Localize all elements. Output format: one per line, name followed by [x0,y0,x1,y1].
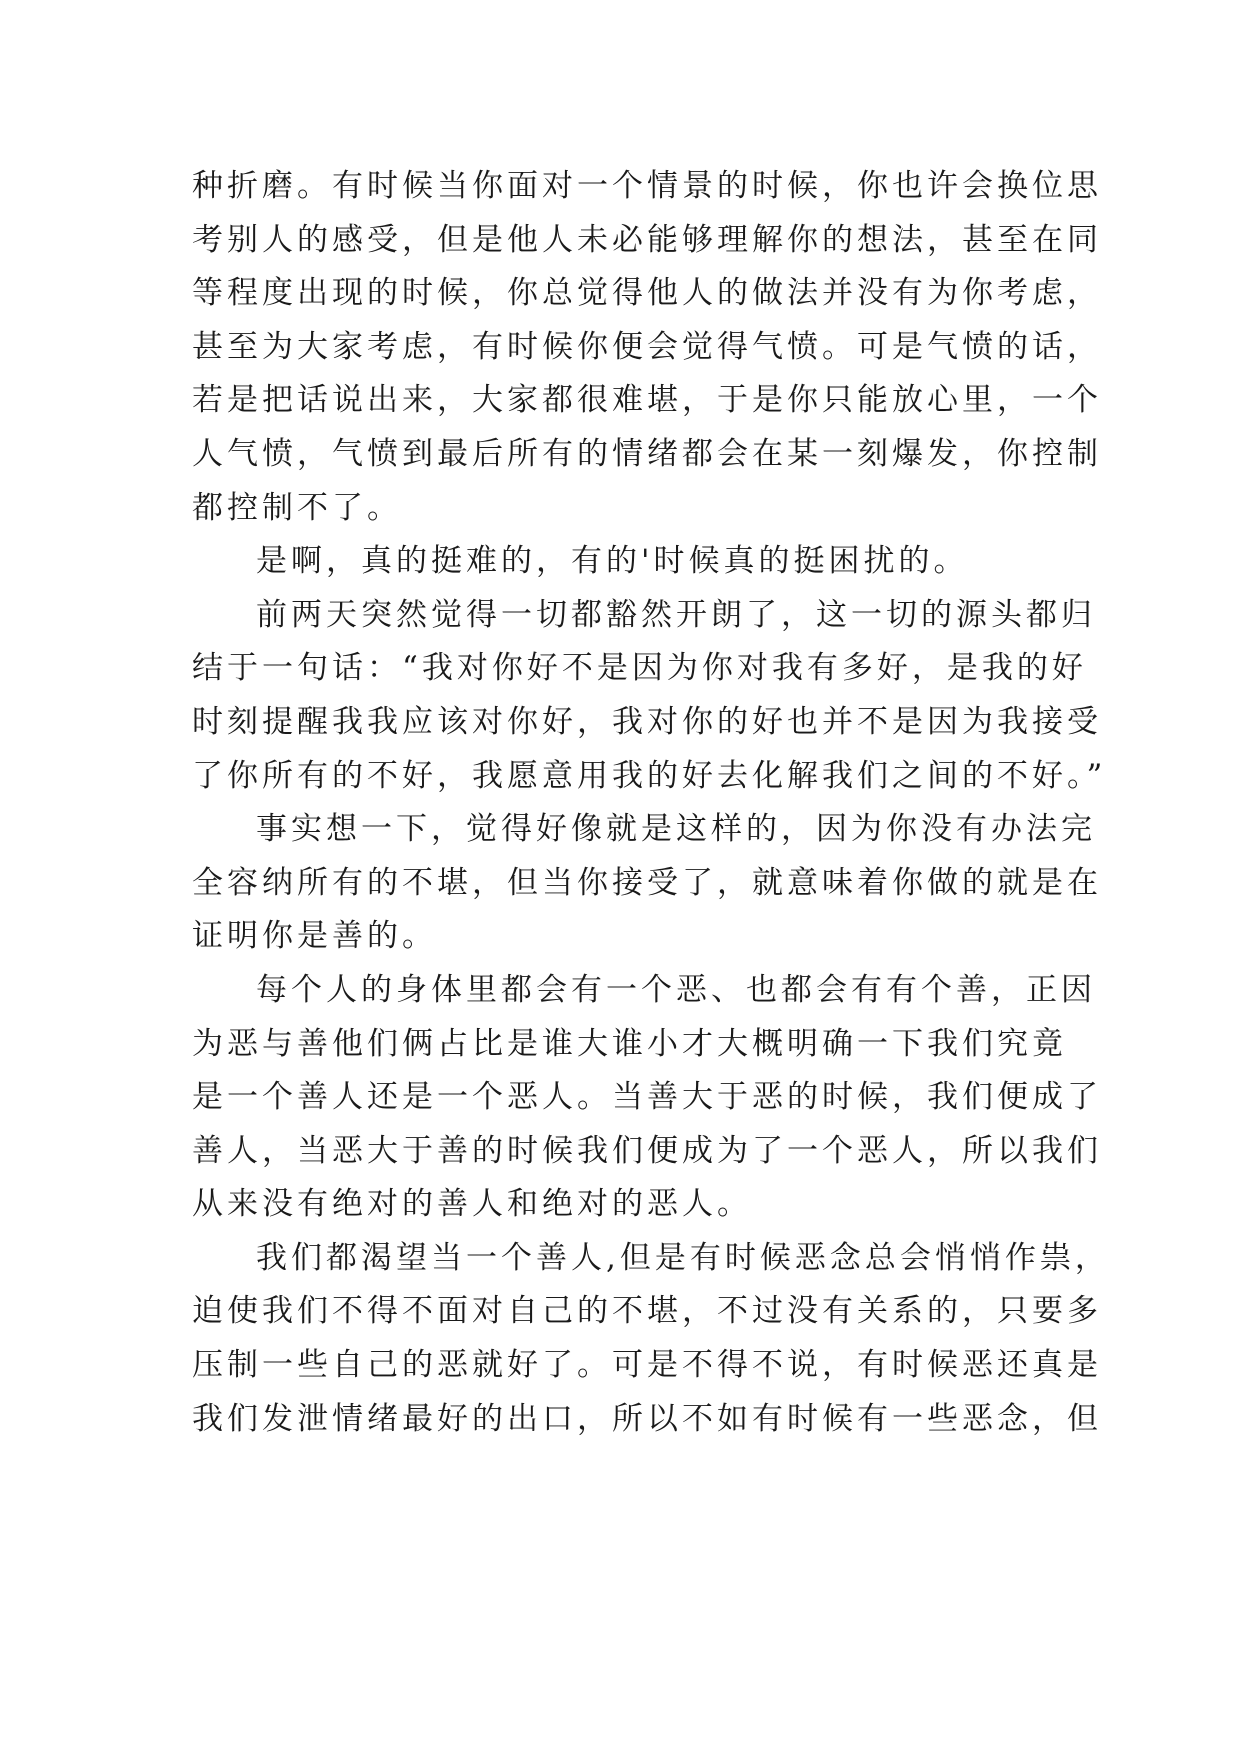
paragraph-first-line: 是啊，真的挺难的，有的'时候真的挺困扰的。 [256,543,969,580]
text-line: 全容纳所有的不堪，但当你接受了，就意味着你做的就是在 [192,864,1102,901]
text-line: 都控制不了。 [192,489,402,526]
text-line: 证明你是善的。 [192,918,437,955]
paragraph-first-line: 事实想一下，觉得好像就是这样的，因为你没有办法完 [256,811,1096,848]
text-line: 为恶与善他们俩占比是谁大谁小才大概明确一下我们究竟 [192,1025,1067,1062]
text-line: 是一个善人还是一个恶人。当善大于恶的时候，我们便成了 [192,1079,1102,1116]
text-line: 甚至为大家考虑，有时候你便会觉得气愤。可是气愤的话， [192,328,1102,365]
paragraph-first-line: 我们都渴望当一个善人,但是有时候恶念总会悄悄作祟， [256,1239,1110,1276]
text-line: 结于一句话：“我对你好不是因为你对我有多好，是我的好 [192,650,1087,687]
text-line: 时刻提醒我我应该对你好，我对你的好也并不是因为我接受 [192,703,1102,740]
text-line: 善人，当恶大于善的时候我们便成为了一个恶人，所以我们 [192,1132,1102,1169]
text-line: 压制一些自己的恶就好了。可是不得不说，有时候恶还真是 [192,1347,1102,1384]
text-line: 种折磨。有时候当你面对一个情景的时候，你也许会换位思 [192,168,1102,204]
text-line: 我们发泄情绪最好的出口，所以不如有时候有一些恶念，但 [192,1400,1102,1437]
text-line: 从来没有绝对的善人和绝对的恶人。 [192,1186,752,1223]
text-line: 迫使我们不得不面对自己的不堪，不过没有关系的，只要多 [192,1293,1102,1330]
text-line: 人气愤，气愤到最后所有的情绪都会在某一刻爆发，你控制 [192,435,1102,472]
text-line: 等程度出现的时候，你总觉得他人的做法并没有为你考虑， [192,275,1102,312]
paragraph-first-line: 每个人的身体里都会有一个恶、也都会有有个善，正因 [256,971,1096,1008]
document-body [192,160,1110,1446]
paragraph-first-line: 前两天突然觉得一切都豁然开朗了，这一切的源头都归 [256,596,1096,633]
text-line: 若是把话说出来，大家都很难堪，于是你只能放心里，一个 [192,382,1102,419]
text-line: 了你所有的不好，我愿意用我的好去化解我们之间的不好。” [192,757,1107,794]
text-line: 考别人的感受，但是他人未必能够理解你的想法，甚至在同 [192,221,1102,258]
